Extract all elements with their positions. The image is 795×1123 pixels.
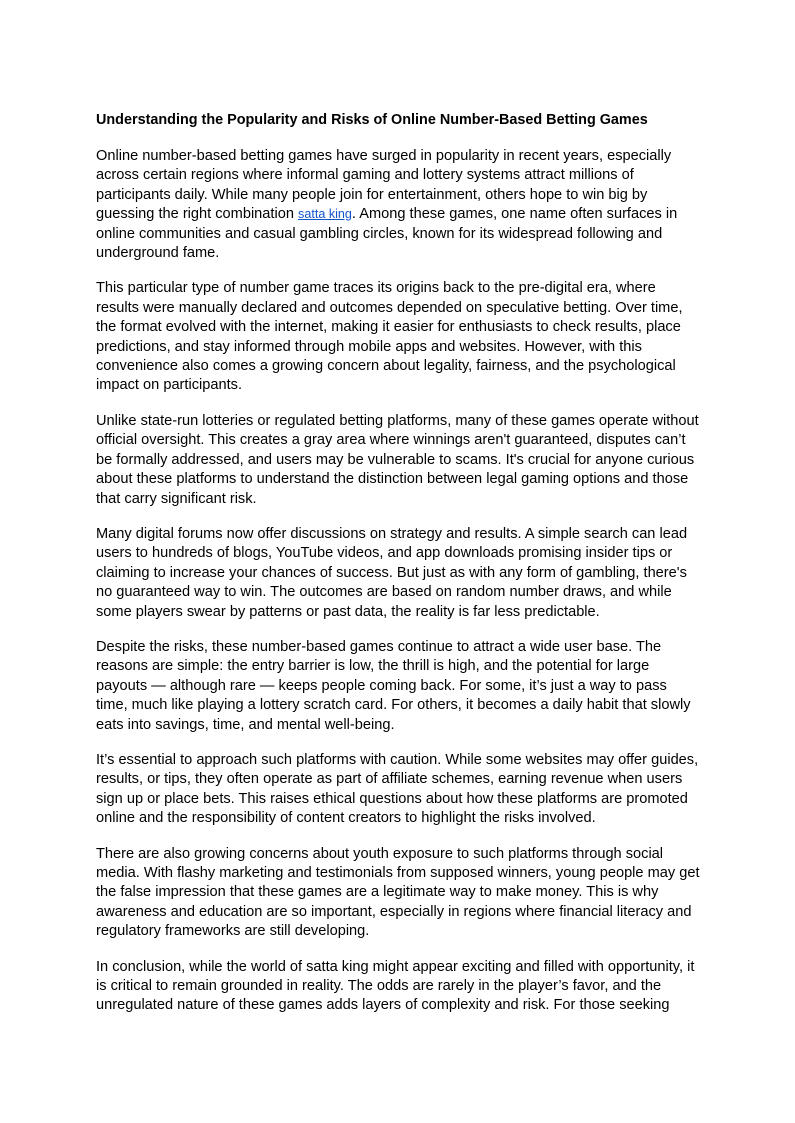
paragraph-3: Unlike state-run lotteries or regulated betting platforms, many of these games operate without official oversight. This creates a gray area where winnings aren't guaranteed, disputes can’t be formally addressed, and users may be vulnerable to scams. It's crucial for anyone curious about these platforms to understand the distinction between legal gaming options and those that carry significant risk. <box>96 412 699 507</box>
paragraph-6: It’s essential to approach such platforms with caution. While some websites may offer guides, results, or tips, they often operate as part of affiliate schemes, earning revenue when users sign up or place bets. This raises ethical questions about how these platforms are promoted online and the responsibility of content creators to highlight the risks involved. <box>96 751 699 827</box>
paragraph-1-text-start: Online number-based betting games have surged in popularity in recent years, especially across certain regions where informal gaming and lottery systems attract millions of participants daily. While many people join for entertainment, others hope to win big by guessing the right combination <box>96 148 672 223</box>
paragraph-2: This particular type of number game traces its origins back to the pre-digital era, where results were manually declared and outcomes depended on speculative betting. Over time, the format evolved with the internet, making it easier for enthusiasts to check results, place predictions, and stay informed through mobile apps and websites. However, with this convenience also comes a growing concern about legality, fairness, and the psychological impact on participants. <box>96 280 683 394</box>
paragraph-1-text-end: . Among these games, one name often surfaces in online communities and casual gambling circles, known for its widespread following and underground fame. <box>96 206 678 262</box>
satta-king-link[interactable]: satta king <box>298 207 352 222</box>
document-body <box>96 111 702 1032</box>
document-title: Understanding the Popularity and Risks of Online Number-Based Betting Games <box>96 112 648 128</box>
paragraph-4: Many digital forums now offer discussions on strategy and results. A simple search can lead users to hundreds of blogs, YouTube videos, and app downloads promising insider tips or claiming to increase your chances of success. But just as with any form of gambling, there's no guaranteed way to win. The outcomes are based on random number draws, and while some players swear by patterns or past data, the reality is far less predictable. <box>96 525 688 620</box>
paragraph-7: There are also growing concerns about youth exposure to such platforms through social media. With flashy marketing and testimonials from supposed winners, young people may get the false impression that these games are a legitimate way to make money. This is why awareness and education are so important, especially in regions where financial literacy and regulatory frameworks are still developing. <box>96 845 700 940</box>
paragraph-8: In conclusion, while the world of satta king might appear exciting and filled with opportunity, it is critical to remain grounded in reality. The odds are rarely in the player’s favor, and the unregulated nature of these games adds layers of complexity and risk. For those seeking <box>96 958 695 1014</box>
paragraph-5: Despite the risks, these number-based games continue to attract a wide user base. The reasons are simple: the entry barrier is low, the thrill is high, and the potential for large payouts — although rare — keeps people coming back. For some, it’s just a way to pass time, much like playing a lottery scratch card. For others, it becomes a daily habit that slowly eats into savings, time, and mental well-being. <box>96 638 691 733</box>
paragraph-1 <box>96 147 702 263</box>
